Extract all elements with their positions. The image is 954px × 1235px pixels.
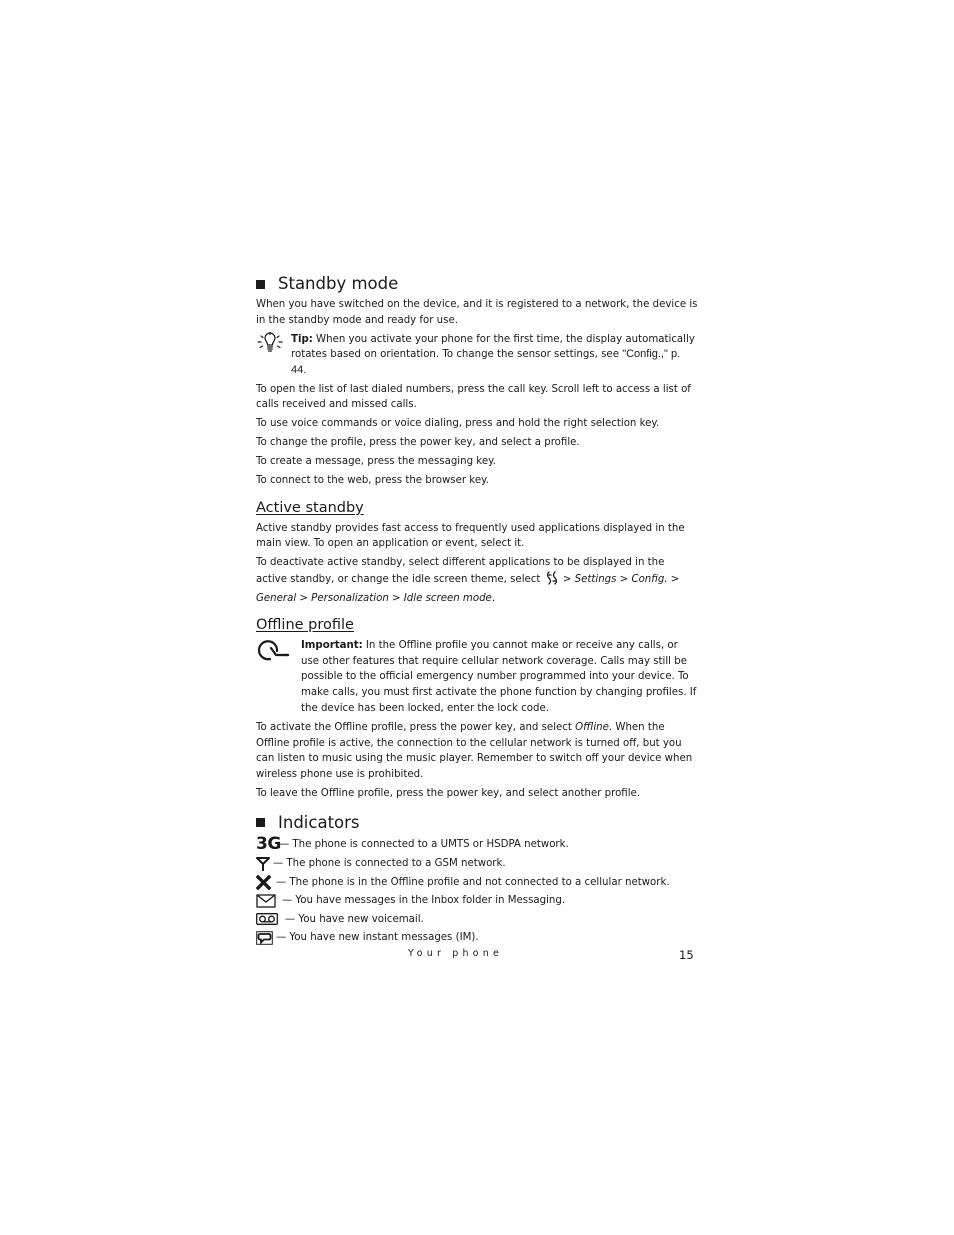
square-bullet-icon xyxy=(256,818,265,827)
gsm-antenna-icon xyxy=(256,857,273,871)
menu-path-general: General xyxy=(256,592,297,604)
menu-key-icon xyxy=(546,571,558,591)
standby-paragraph: To create a message, press the messaging key. xyxy=(256,456,496,468)
text-run: To deactivate active standby, select different applications to be displayed in the active standby, or change the idle screen theme, select xyxy=(256,557,665,586)
active-standby-paragraph xyxy=(256,555,698,606)
indicator-text: — The phone is in the Offline profile and not connected to a cellular network. xyxy=(276,876,670,888)
tip-body: When you activate your phone for the first time, the display automatically rotates based on orientation. To change the sensor settings, see xyxy=(291,333,695,361)
indicator-row xyxy=(256,875,698,890)
indicator-row xyxy=(256,833,698,854)
section-heading-standby xyxy=(256,274,698,294)
text-run: > xyxy=(559,574,575,586)
indicator-row xyxy=(256,930,698,945)
tip-text xyxy=(291,332,698,379)
profile-name-offline: Offline xyxy=(575,722,609,734)
indicator-text: — The phone is connected to a GSM network. xyxy=(273,858,506,870)
important-hand-icon xyxy=(256,638,301,716)
standby-paragraph: To change the profile, press the power key, and select a profile. xyxy=(256,437,580,449)
offline-paragraph: To leave the Offline profile, press the power key, and select another profile. xyxy=(256,787,641,799)
subheading-active-standby: Active standby xyxy=(256,499,364,516)
tip-reference-link[interactable]: "Config.," p. 44. xyxy=(291,348,681,376)
indicator-row xyxy=(256,912,698,927)
text-run: . xyxy=(491,592,496,604)
text-run: > xyxy=(296,592,312,604)
text-run: > xyxy=(388,592,404,604)
active-standby-paragraph: Active standby provides fast access to frequently used applications displayed in the main view. To open an application or event, select it. xyxy=(256,522,685,550)
tip-note xyxy=(256,332,698,379)
standby-paragraph: To use voice commands or voice dialing, press and hold the right selection key. xyxy=(256,418,660,430)
menu-path-idle-screen-mode: Idle screen mode xyxy=(403,592,492,604)
offline-paragraph xyxy=(256,720,698,782)
indicator-row xyxy=(256,856,698,871)
indicator-text: — You have messages in the Inbox folder in Messaging. xyxy=(282,895,566,907)
envelope-icon xyxy=(256,894,282,908)
indicator-text: — You have new voicemail. xyxy=(285,913,424,925)
indicator-text: — You have new instant messages (IM). xyxy=(276,932,479,944)
menu-path-personalization: Personalization xyxy=(311,592,389,604)
footer-section-title: Your phone xyxy=(408,948,504,959)
offline-x-icon xyxy=(256,875,276,890)
standby-paragraph: To connect to the web, press the browser key. xyxy=(256,475,489,487)
tip-label: Tip: xyxy=(291,333,313,345)
lightbulb-icon xyxy=(256,332,291,379)
3g-icon: 3G xyxy=(256,833,281,854)
important-body: In the Offline profile you cannot make or receive any calls, or use other features that require cellular network coverage. Calls may still be possible to the official emergency number programmed into your device. To make calls, you must first activate the phone function by changing profiles. If the device has been locked, enter the lock code. xyxy=(301,640,697,714)
text-run: > xyxy=(667,574,680,586)
menu-path-settings: Settings xyxy=(574,574,617,586)
text-run: To activate the Offline profile, press the power key, and select xyxy=(256,722,576,734)
instant-message-icon xyxy=(256,931,276,945)
important-note xyxy=(256,638,698,716)
indicator-row xyxy=(256,893,698,908)
menu-path-config: Config. xyxy=(631,574,668,586)
standby-intro: When you have switched on the device, and it is registered to a network, the device is in the standby mode and ready for use. xyxy=(256,299,698,326)
page-footer xyxy=(256,948,698,964)
text-run: > xyxy=(616,574,632,586)
heading-text: Standby mode xyxy=(278,274,399,293)
square-bullet-icon xyxy=(256,280,265,289)
section-heading-indicators xyxy=(256,813,698,833)
voicemail-icon xyxy=(256,913,285,925)
page-number: 15 xyxy=(679,948,694,962)
standby-paragraph: To open the list of last dialed numbers, press the call key. Scroll left to access a list of calls received and missed calls. xyxy=(256,383,691,411)
heading-text: Indicators xyxy=(278,812,360,832)
important-text xyxy=(301,638,698,716)
subheading-offline-profile: Offline profile xyxy=(256,617,354,634)
text-run: . When the Offline profile is active, the connection to the cellular network is turned off, but you can listen to music using the music player. Remember to switch off your device when wireless phone use is prohibited. xyxy=(256,722,693,780)
indicator-text: — The phone is connected to a UMTS or HSDPA network. xyxy=(279,838,569,850)
important-label: Important: xyxy=(301,640,363,652)
page-content xyxy=(256,270,698,949)
